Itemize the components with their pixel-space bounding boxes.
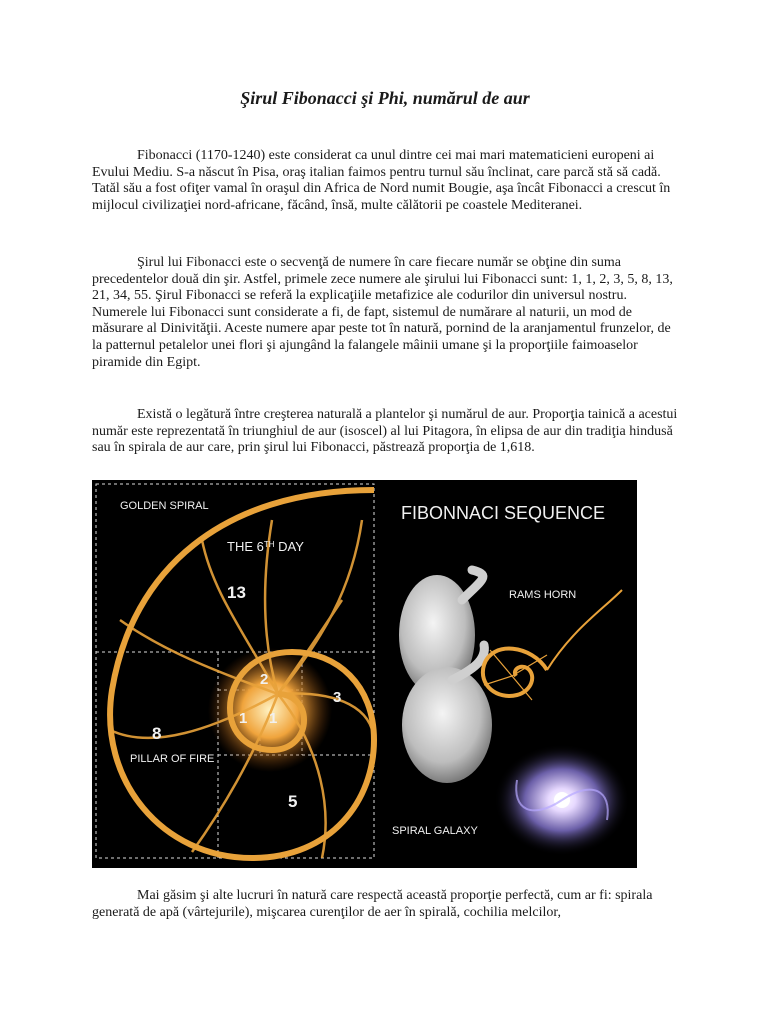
label-fibonacci-sequence: FIBONNACI SEQUENCE bbox=[401, 503, 606, 523]
number-5: 5 bbox=[288, 792, 298, 811]
paragraph-intro: Fibonacci (1170-1240) este considerat ca unul dintre cei mai mari matematicieni europeni ai Evului Mediu. S-a născut în Pisa, oraş italian faimos pentru turnul său înclinat, care parcă stă să cadă. Tatăl său a fost ofiţer vamal în oraşul din Africa de Nord numit Bougie, aşa încât Fibonacci a crescut în mijlocul civilizaţiei nord-africane, făcând, însă, multe călătorii pe coastele Mediteranei. bbox=[92, 148, 671, 213]
label-golden-spiral: GOLDEN SPIRAL bbox=[120, 500, 209, 512]
number-8: 8 bbox=[152, 724, 162, 743]
number-13: 13 bbox=[227, 583, 246, 602]
label-pillar-of-fire: PILLAR OF FIRE bbox=[130, 753, 215, 765]
number-3: 3 bbox=[333, 689, 342, 706]
number-1-left: 1 bbox=[239, 710, 248, 727]
label-spiral-galaxy: SPIRAL GALAXY bbox=[392, 825, 478, 837]
fibonacci-illustration-svg bbox=[92, 480, 637, 868]
document-title: Şirul Fibonacci şi Phi, numărul de aur bbox=[240, 88, 530, 108]
spiral-galaxy-image bbox=[494, 744, 630, 856]
number-2: 2 bbox=[260, 671, 269, 688]
number-1-right: 1 bbox=[269, 710, 278, 727]
paragraph-nature-examples: Mai găsim şi alte lucruri în natură care respectă această proporţie perfectă, cum ar fi: spirala generată de apă (vârtejurile), mişcarea curenţilor de aer în spirală, cochilia melcilor, bbox=[92, 888, 653, 920]
paragraph-golden-ratio: Există o legătură între creşterea naturală a plantelor şi numărul de aur. Proporţia tainică a acestui număr este reprezentată în triunghiul de aur (isoscel) al lui Pitagora, în elipsa de aur din tradiţia hindusă sau în spirala de aur care, prin şirul lui Fibonacci, păstrează proporţia de 1,618. bbox=[92, 407, 678, 456]
paragraph-sequence: Şirul lui Fibonacci este o secvenţă de numere în care fiecare număr se obţine din suma precedentelor două din şir. Astfel, primele zece numere ale şirului lui Fibonacci sunt: 1, 1, 2, 3, 5, 8, 13, 21, 34, 55. Şirul Fibonacci se referă la explicaţiile metafizice ale codurilor din universul nostru. Numerele lui Fibonacci sunt considerate a fi, de fapt, sistemul de numărare al naturii, un mod de măsurare al Dinivităţii. Aceste numere apar peste tot în natură, pornind de la aranjamentul frunzelor, de la patternul petalelor unei flori şi ajungând la falangele mâinii umane şi la proporţiile faimoaselor piramide din Egipt. bbox=[92, 255, 673, 370]
label-sixth-day: THE 6TH DAY bbox=[227, 539, 304, 554]
fibonacci-illustration bbox=[92, 480, 637, 868]
label-rams-horn: RAMS HORN bbox=[509, 589, 577, 601]
